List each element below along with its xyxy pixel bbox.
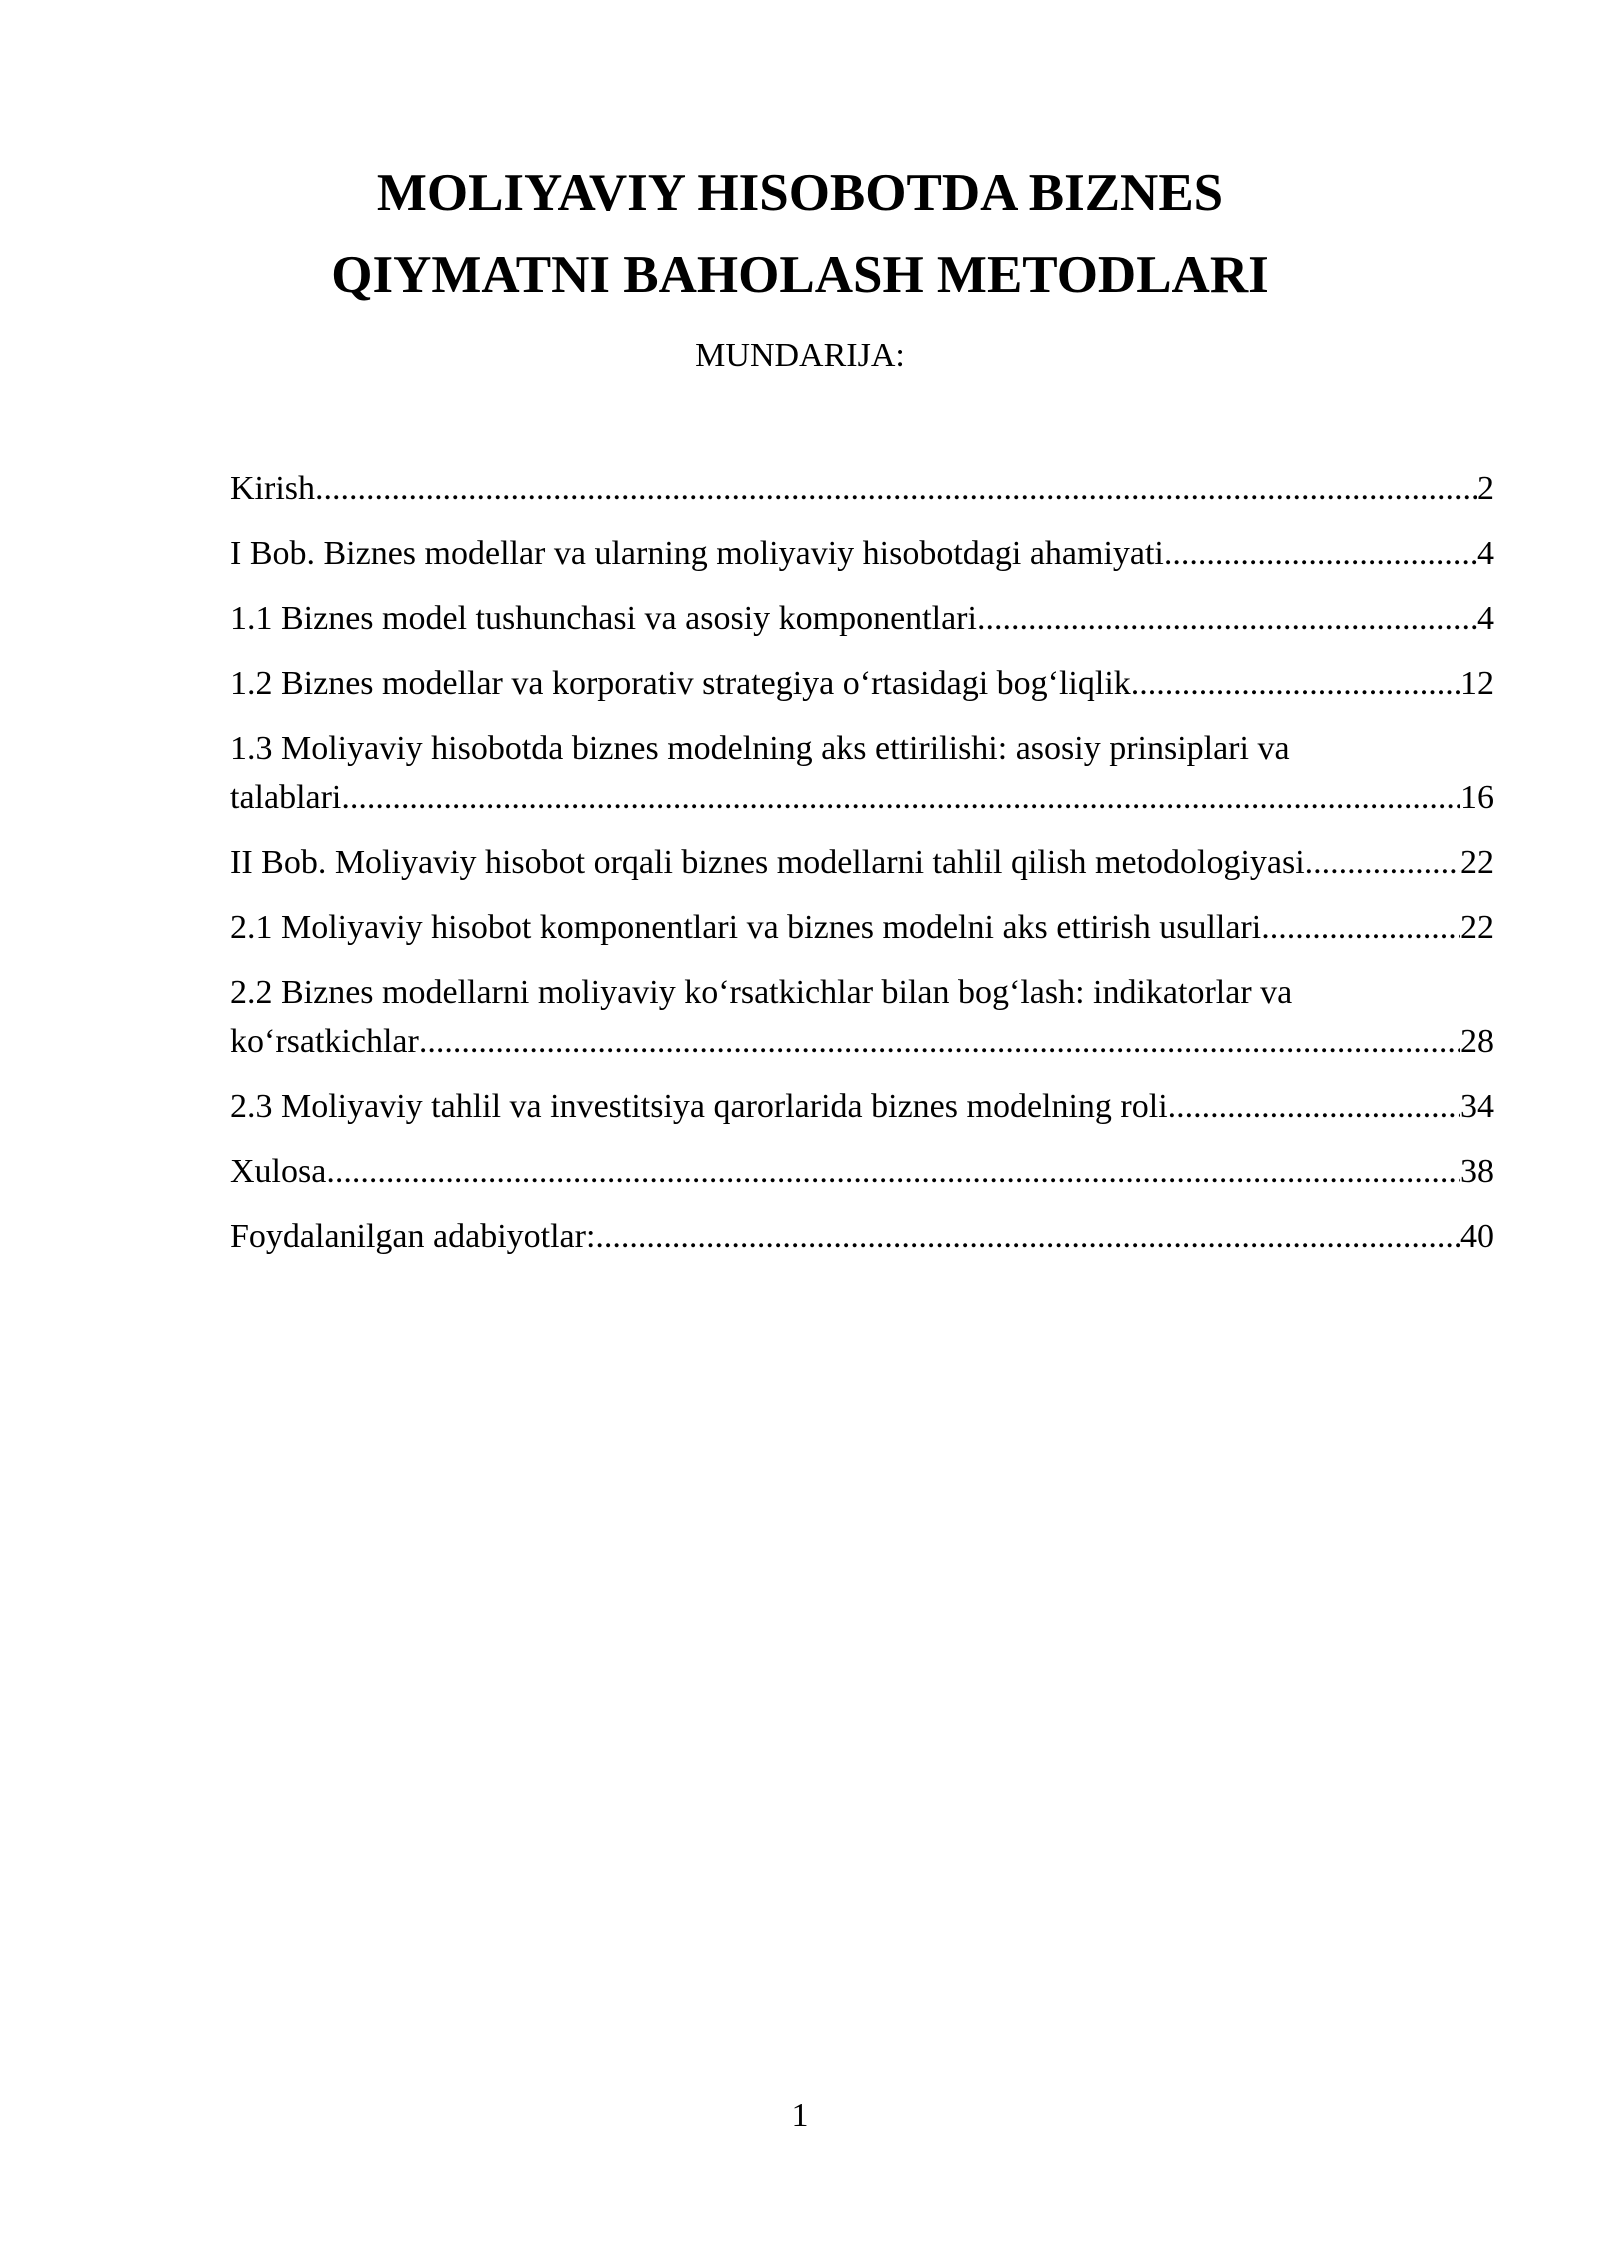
toc-entry-text-line-2: ko‘rsatkichlar: [230, 1023, 419, 1060]
toc-entry-text: 1.1 Biznes model tushunchasi va asosiy komponentlari: [230, 600, 977, 637]
toc-entry-text-line-1: 2.2 Biznes modellarni moliyaviy ko‘rsatkichlar bilan bog‘lash: indikatorlar va: [230, 974, 1293, 1011]
toc-entry-2-2[interactable]: [230, 968, 1494, 1066]
toc-entry-page: 22: [1460, 844, 1494, 881]
toc-entry-page: 12: [1460, 665, 1494, 702]
toc-entry-xulosa[interactable]: [230, 1147, 1494, 1196]
toc-entry-page: 38: [1460, 1153, 1494, 1190]
toc-entry-text: Kirish: [230, 470, 315, 507]
toc-entry-text-line-2: talablari: [230, 779, 342, 816]
toc-leader-dots: [1164, 529, 1477, 578]
page-number: 1: [791, 2097, 809, 2134]
toc-leader-dots: [1261, 903, 1460, 952]
toc-entry-2-1[interactable]: [230, 903, 1494, 952]
toc-entry-text: Xulosa: [230, 1153, 327, 1190]
toc-entry-text: II Bob. Moliyaviy hisobot orqali biznes modellarni tahlil qilish metodologiyasi: [230, 844, 1305, 881]
toc-entry-chapter-2[interactable]: [230, 838, 1494, 887]
toc-leader-dots: [341, 773, 1460, 822]
toc-leader-dots: [1131, 659, 1460, 708]
toc-entry-2-3[interactable]: [230, 1082, 1494, 1131]
toc-entry-page: 34: [1460, 1088, 1494, 1125]
title-line-1: MOLIYAVIY HISOBOTDA BIZNES: [376, 164, 1224, 222]
toc-entry-text: I Bob. Biznes modellar va ularning moliyaviy hisobotdagi ahamiyati: [230, 535, 1164, 572]
toc-leader-dots: [1168, 1082, 1460, 1131]
toc-entry-page: 40: [1460, 1218, 1494, 1255]
document-title: [0, 152, 1600, 316]
toc-entry-chapter-1[interactable]: [230, 529, 1494, 578]
toc-leader-dots: [315, 464, 1477, 513]
toc-entry-text-line-1: 1.3 Moliyaviy hisobotda biznes modelning aks ettirilishi: asosiy prinsiplari va: [230, 730, 1290, 767]
toc-entry-text: Foydalanilgan adabiyotlar:: [230, 1218, 596, 1255]
toc-entry-page: 4: [1477, 535, 1494, 572]
toc-leader-dots: [977, 594, 1477, 643]
toc-entry-references[interactable]: [230, 1212, 1494, 1261]
toc-leader-dots: [419, 1017, 1460, 1066]
toc-leader-dots: [595, 1212, 1460, 1261]
toc-heading: MUNDARIJA:: [695, 337, 905, 374]
toc-entry-page: 28: [1460, 1023, 1494, 1060]
toc-entry-text: 2.3 Moliyaviy tahlil va investitsiya qarorlarida biznes modelning roli: [230, 1088, 1168, 1125]
toc-entry-1-1[interactable]: [230, 594, 1494, 643]
toc-leader-dots: [1305, 838, 1460, 887]
toc-entry-page: 22: [1460, 909, 1494, 946]
toc-entry-page: 16: [1460, 779, 1494, 816]
toc-entry-1-2[interactable]: [230, 659, 1494, 708]
title-line-2: QIYMATNI BAHOLASH METODLARI: [331, 246, 1269, 304]
toc-entry-1-3[interactable]: [230, 724, 1494, 822]
toc-entry-page: 2: [1477, 470, 1494, 507]
table-of-contents: [230, 464, 1494, 1277]
toc-entry-text: 2.1 Moliyaviy hisobot komponentlari va biznes modelni aks ettirish usullari: [230, 909, 1262, 946]
toc-entry-text: 1.2 Biznes modellar va korporativ strategiya o‘rtasidagi bog‘liqlik: [230, 665, 1131, 702]
toc-entry-kirish[interactable]: [230, 464, 1494, 513]
toc-entry-page: 4: [1477, 600, 1494, 637]
toc-leader-dots: [326, 1147, 1460, 1196]
